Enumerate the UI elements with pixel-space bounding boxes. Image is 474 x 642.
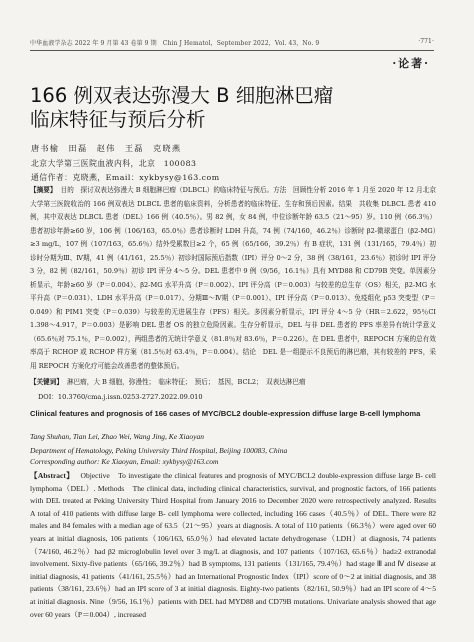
section-tag: ·论著·	[392, 57, 430, 70]
chinese-keywords-text: 淋巴瘤，大 B 细胞，弥漫性； 临床特征； 预后； 基因，BCL2； 双表达淋巴瘤	[66, 378, 306, 386]
running-head-journal: 中华血液学杂志 2022 年 9 月第 43 卷第 9 期 Chin J Hematol，September 2022，Vol. 43，No. 9	[30, 40, 320, 47]
english-authors: Tang Shuhan, Tian Lei, Zhao Wei, Wang Jing, Ke Xiaoyan	[30, 432, 204, 441]
chinese-abstract	[30, 184, 436, 373]
article-title-line-2: 临床特征与预后分析	[30, 108, 206, 131]
correspondence: 通信作者：克晓燕，Email：xykbysy@163.com	[31, 173, 220, 182]
article-title	[30, 84, 390, 132]
english-abstract-label: 【Abstract】	[30, 471, 75, 480]
header-rule	[30, 50, 434, 51]
english-abstract-text: Objective To investigate the clinical features and prognosis of MYC/BCL2 double-expression diffuse large B- cell lymphoma（DEL）. Methods The clinical data, including clinical characteristics, survival, and prognostic factors, of 166 patients with DEL treated at Peking University Third Hospital from January 2016 to December 2020 were retrospectively analyzed. Results A total of 410 patients with diffuse large B- cell lymphoma were collected, including 166 cases（40.5％）of DEL. There were 82 males and 84 females with a median age of 63.5（21～95）years at diagnosis. A total of 110 patients（66.3％）were aged over 60 years at initial diagnosis, 106 patients（106/163, 65.0％）had elevated lactate dehydrogenase（LDH）at diagnosis, 74 patients（74/160, 46.2％）had β2 microglobulin level over 3 mg/L at diagnosis, and 107 patients（107/163, 65.6％）had≥2 extranodal involvement. Sixty-five patients（65/166, 39.2％）had B symptoms, 131 patients（131/165, 79.4％）had stage Ⅲ and Ⅳ disease at initial diagnosis, 41 patients（41/161, 25.5％）had an International Prognostic Index（IPI）score of 0～2 at initial diagnosis, and 38 patients（38/161, 23.6％）had an IPI score of 3 at initial diagnosis. Eighty-two patients（82/161, 50.9％）had an IPI score of 4～5 at initial diagnosis. Nine（9/56, 16.1％）patients with DEL had MYD88 and CD79B mutations. Univariate analysis showed that age over 60 years（P＝0.004）, increased	[30, 471, 444, 619]
doi[interactable]: DOI：10.3760/cma.j.issn.0253-2727.2022.09.010	[38, 393, 203, 401]
chinese-abstract-text: 目的 探讨双表达弥漫大 B 细胞淋巴瘤（DLBCL）的临床特征与预后。方法 回顾性分析 2016 年 1 月至 2020 年 12 月北京大学第三医院收治的 166 例双表达 DLBCL 患者的临床资料，分析患者的临床特征、生存和预后因素。结果 共收集 DLBCL 患者 410 例，其中双表达 DLBCL 患者（DEL）166 例（40.5％）。男 82 例，女 84 例，中位诊断年龄 63.5（21～95）岁。110 例（66.3％）患者初诊年龄≥60 岁，106 例（106/163，65.0％）患者诊断时 LDH 升高，74 例（74/160，46.2％）诊断时 β2-微球蛋白（β2-MG）≥3 mg/L，107 例（107/163，65.6％）结外受累数目≥2 个，65 例（65/166，39.2％）有 B 症状，131 例（131/165，79.4％）初诊时分期为Ⅲ、Ⅳ期，41 例（41/161，25.5％）初诊时国际预后指数（IPI）评分 0～2 分，38 例（38/161，23.6％）初诊时 IPI 评分 3 分，82 例（82/161，50.9％）初诊 IPI 评分 4～5 分。DEL 患者中 9 例（9/56，16.1％）具有 MYD88 和 CD79B 突变。单因素分析显示，年龄≥60 岁（P＝0.004）、β2-MG 水平升高（P＝0.002）、IPI 评分高（P＝0.003）与较差的总生存（OS）相关，β2-MG 水平升高（P＝0.031）、LDH 水平升高（P＝0.017）、分期Ⅲ～Ⅳ期（P＝0.001）、IPI 评分高（P＝0.013）、免疫组化 p53 突变型（P＝0.049）和 PIM1 突变（P＝0.039）与较差的无进展生存（PFS）相关。多因素分析显示，IPI 评分 4～5 分（HR＝2.622，95％CI 1.398～4.917，P＝0.003）是影响 DEL 患者 OS 的独立危险因素。生存分析显示，DEL 与非 DEL 患者的 PFS 率差异有统计学意义（65.6％对 75.1％，P＝0.002），两组患者的无统计学意义（81.8％对 83.6％，P＝0.226）。在 DEL 患者中，REPOCH 方案的总有效率高于 RCHOP 或 RCHOP 样方案（81.5％对 63.4％，P＝0.004）。结论 DEL 是一组提示不良预后的淋巴瘤，其有较差的 PFS，采用 REPOCH 方案化疗可能会改善患者的整体预后。	[30, 186, 437, 370]
english-correspondence: Corresponding author: Ke Xiaoyan, Email: xykbysy@163.com	[30, 457, 219, 466]
english-title: Clinical features and prognosis of 166 cases of MYC/BCL2 double-expression diffuse large B-cell lymphoma	[30, 409, 421, 418]
chinese-keywords-label: 【关键词】	[30, 378, 63, 386]
chinese-abstract-label: 【摘要】	[30, 186, 57, 194]
running-head	[30, 38, 434, 47]
authors: 唐书榆 田磊 赵伟 王磊 克晓燕	[31, 143, 182, 153]
affiliation: 北京大学第三医院血液内科，北京 100083	[31, 159, 197, 168]
article-title-line-1: 166 例双表达弥漫大 B 细胞淋巴瘤	[30, 84, 334, 107]
chinese-keywords	[30, 376, 436, 389]
page-number: ·771·	[418, 38, 434, 45]
english-abstract	[30, 470, 444, 621]
english-affiliation: Department of Hematology, Peking University Third Hospital, Beijing 100083, China	[30, 446, 288, 455]
